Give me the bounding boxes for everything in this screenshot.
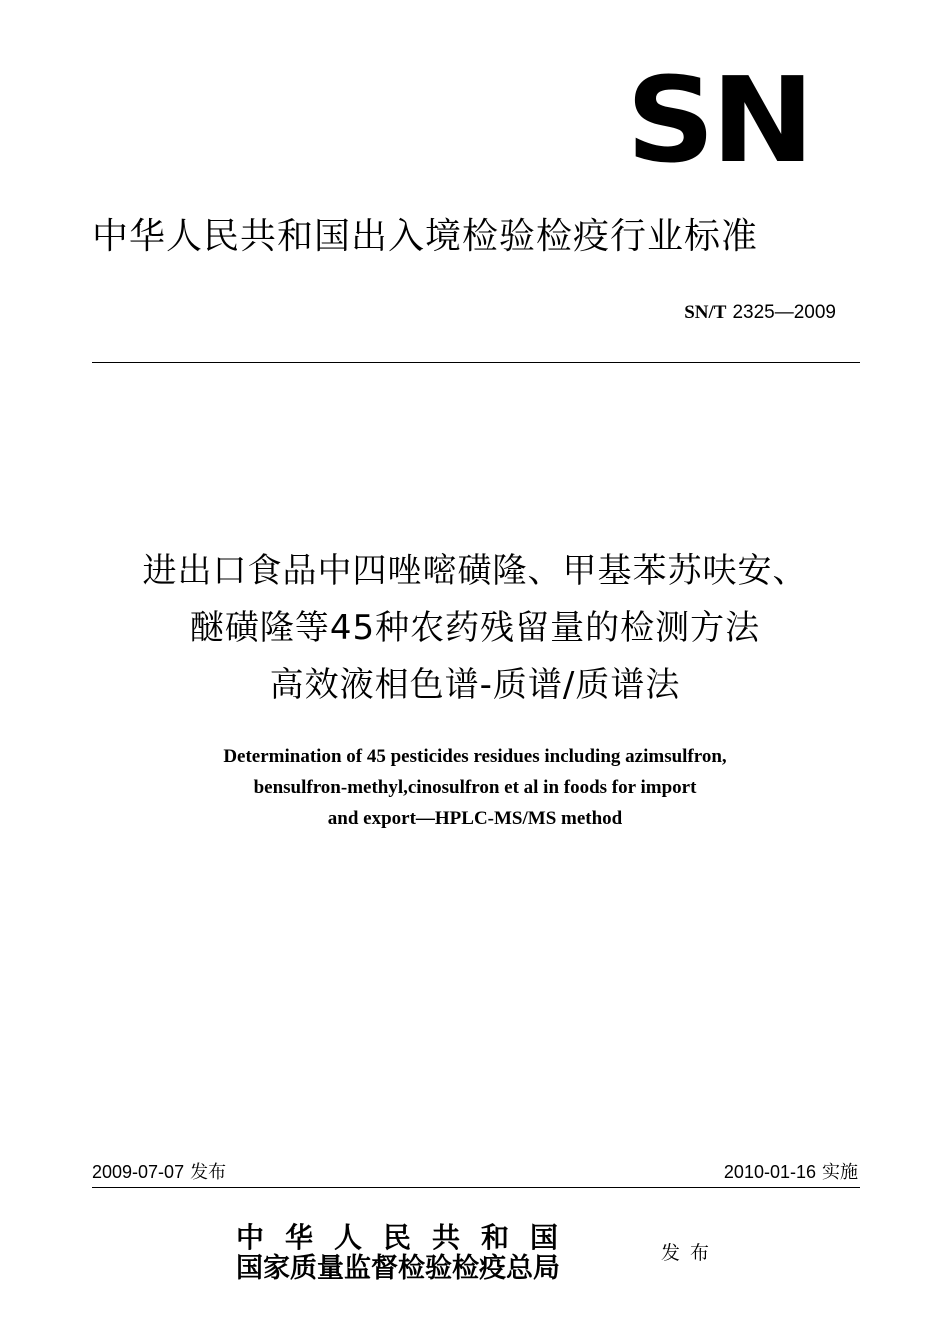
footer-divider [92, 1187, 860, 1188]
issuing-authority [236, 1222, 579, 1284]
english-title-line: Determination of 45 pesticides residues including azimsulfron, [223, 746, 727, 767]
english-title-line: bensulfron-methyl,cinosulfron et al in foods for import [253, 777, 697, 798]
standard-category: 中华人民共和国出入境检验检疫行业标准 [92, 216, 759, 257]
sn-logo: SN [626, 51, 811, 189]
chinese-title [60, 543, 890, 714]
issuer-line-country: 中华人民共和国 [236, 1221, 580, 1254]
publish-date [92, 1159, 226, 1186]
implement-date [724, 1159, 858, 1186]
standard-code-prefix: SN/T [684, 302, 727, 323]
standard-code [684, 298, 836, 327]
header-divider [92, 362, 860, 363]
chinese-title-line: 进出口食品中四唑嘧磺隆、甲基苯苏呋安、 [142, 551, 808, 591]
publish-date-label: 发布 [190, 1162, 227, 1183]
chinese-title-line: 高效液相色谱-质谱/质谱法 [269, 665, 681, 705]
standard-code-number: 2325—2009 [732, 302, 836, 323]
implement-date-value: 2010-01-16 [723, 1162, 816, 1182]
issue-label: 发布 [661, 1242, 720, 1264]
publish-date-value: 2009-07-07 [92, 1162, 185, 1182]
english-title-line: and export—HPLC-MS/MS method [327, 808, 623, 829]
issuer-line-agency: 国家质量监督检验检疫总局 [236, 1253, 560, 1284]
chinese-title-line: 醚磺隆等45种农药残留量的检测方法 [189, 608, 761, 648]
implement-date-label: 实施 [822, 1162, 858, 1183]
english-title [100, 741, 850, 834]
